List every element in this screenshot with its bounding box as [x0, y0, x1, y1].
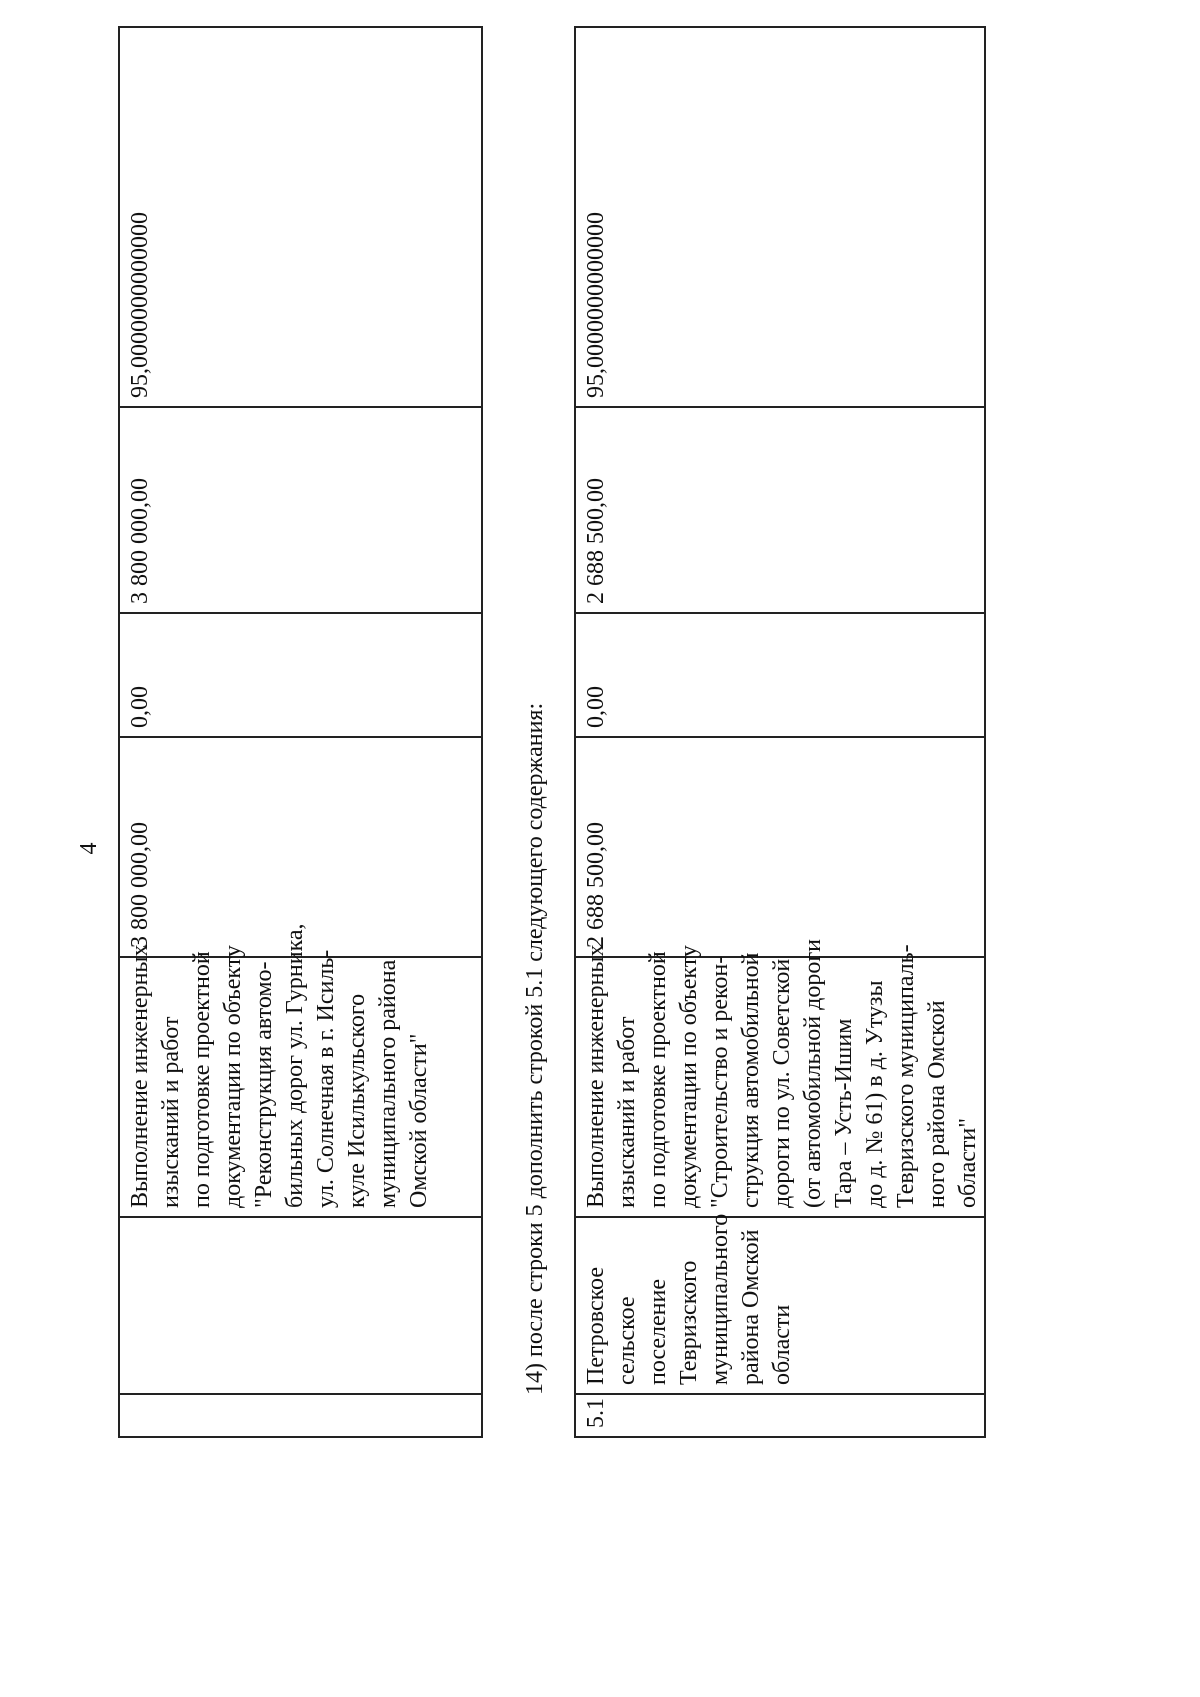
recipient-line: района Омской — [738, 1229, 764, 1385]
description-line: дороги по ул. Советской — [769, 958, 795, 1208]
amount-cell: 0,00 — [119, 613, 482, 737]
description-line: изысканий и работ — [158, 1016, 184, 1208]
description-line: по подготовке проектной — [189, 951, 215, 1208]
recipient-cell — [119, 1217, 482, 1394]
description-line: "Реконструкция автомо- — [251, 961, 277, 1208]
description-line: по подготовке проектной — [645, 951, 671, 1208]
table-row — [119, 27, 482, 1437]
description-line: Тара – Усть-Ишим — [831, 1018, 857, 1208]
description-line: (от автомобильной дороги — [800, 938, 826, 1208]
recipient-line: муниципального — [707, 1213, 733, 1385]
amendment-table-continued — [118, 26, 483, 1438]
description-line: "Строительство и рекон- — [707, 955, 733, 1208]
description-line: Тевризского муниципаль- — [893, 944, 919, 1208]
percentage-cell: 95,0000000000000 — [575, 27, 985, 407]
description-line: Выполнение инженерных — [127, 944, 153, 1208]
description-line: ного района Омской — [924, 1000, 950, 1208]
amount-cell: 3 800 000,00 — [119, 407, 482, 613]
amendment-paragraph: 14) после строки 5 дополнить строкой 5.1 следующего содержания: — [522, 702, 548, 1395]
recipient-cell — [575, 1213, 985, 1394]
description-line: области" — [955, 1117, 981, 1208]
recipient-line: поселение — [645, 1278, 671, 1385]
description-cell — [119, 923, 482, 1217]
description-cell — [575, 938, 985, 1217]
amount-cell: 2 688 500,00 — [575, 407, 985, 613]
description-line: изысканий и работ — [614, 1016, 640, 1208]
row-number-cell: 5.1 — [575, 1394, 985, 1437]
description-line: до д. № 61) в д. Утузы — [862, 980, 888, 1208]
description-line: муниципального района — [375, 959, 401, 1208]
description-line: Выполнение инженерных — [583, 944, 609, 1208]
amount-cell: 0,00 — [575, 613, 985, 737]
recipient-line: Петровское — [583, 1267, 609, 1385]
description-line: куле Исилькульского — [344, 993, 370, 1208]
description-line: бильных дорог ул. Гурника, — [282, 923, 308, 1208]
description-line: ул. Солнечная в г. Исиль- — [313, 949, 339, 1208]
table-row — [575, 27, 985, 1437]
row-number-cell — [119, 1394, 482, 1437]
total-amount-cell: 2 688 500,00 — [575, 737, 985, 957]
page-number: 4 — [76, 842, 102, 855]
recipient-line: области — [769, 1304, 795, 1385]
recipient-line: сельское — [614, 1296, 640, 1385]
total-amount-cell: 3 800 000,00 — [119, 737, 482, 957]
percentage-cell: 95,0000000000000 — [119, 27, 482, 407]
description-line: документации по объекту — [676, 945, 702, 1208]
description-line: струкция автомобильной — [738, 952, 764, 1208]
recipient-line: Тевризского — [676, 1260, 702, 1385]
description-line: Омской области" — [406, 1033, 432, 1208]
description-line: документации по объекту — [220, 945, 246, 1208]
amendment-table-new-row — [574, 26, 986, 1438]
